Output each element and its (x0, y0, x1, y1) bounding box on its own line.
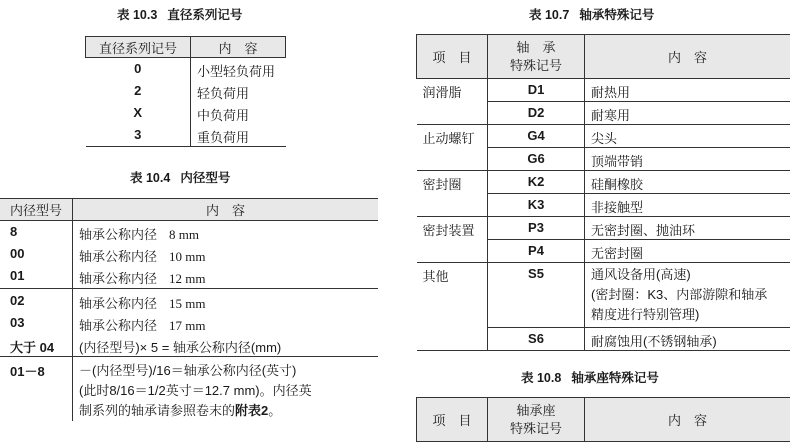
header-line: 特殊记号 (488, 420, 584, 438)
code-cell: K3 (488, 194, 585, 217)
content-line: (密封圈：K3、内部游隙和轴承 (591, 285, 790, 305)
code-cell: K2 (488, 171, 585, 194)
header-line: 轴承座 (488, 402, 584, 420)
header-content: 内 容 (585, 35, 790, 79)
bore-value: 17 mm (169, 318, 205, 333)
content-text: 轴承公称内径 (79, 318, 157, 333)
header-diameter-series: 直径系列记号 (86, 37, 191, 58)
caption-number: 表 10.4 (130, 171, 170, 185)
content-text: 轴承公称内径 (79, 249, 157, 264)
caption-title: 内径型号 (180, 171, 230, 185)
caption-title: 轴承特殊记号 (579, 8, 654, 22)
code-cell: 03 (0, 312, 73, 334)
content-cell: (内径型号)× 5 = 轴承公称内径(mm) (73, 334, 379, 357)
table-row (417, 171, 790, 194)
code-cell: P4 (488, 240, 585, 263)
code-cell: X (86, 102, 191, 124)
code-cell: 00 (0, 243, 73, 265)
code-cell: 01 (0, 265, 73, 288)
caption-title: 轴承座特殊记号 (571, 371, 659, 385)
header-line: 特殊记号 (488, 57, 584, 75)
header-special-code (488, 35, 585, 79)
content-line: 通风设备用(高速) (591, 265, 790, 285)
code-cell: S5 (488, 263, 585, 328)
content-text: 。 (268, 403, 281, 418)
content-cell (73, 312, 379, 334)
content-cell (73, 265, 379, 288)
content-cell: 耐热用 (585, 79, 790, 102)
content-text: 轴承公称内径 (79, 271, 157, 286)
content-cell (585, 263, 790, 328)
table-row (86, 102, 286, 124)
table-row (417, 263, 790, 328)
caption-number: 表 10.3 (117, 8, 157, 22)
content-cell: 耐寒用 (585, 102, 790, 125)
header-line: 轴 承 (488, 39, 584, 57)
content-cell (73, 356, 379, 421)
appendix-reference: 附表2 (235, 403, 268, 418)
table-10-7 (416, 34, 790, 351)
content-cell: 非接触型 (585, 194, 790, 217)
item-cell: 密封圈 (417, 171, 488, 217)
code-cell: S6 (488, 328, 585, 351)
bore-value: 15 mm (169, 296, 205, 311)
code-cell: P3 (488, 217, 585, 240)
table-row (86, 58, 286, 81)
header-special-code (488, 398, 585, 442)
table-row (86, 80, 286, 102)
caption-title: 直径系列记号 (167, 8, 242, 22)
content-cell (73, 221, 379, 244)
header-content: 内 容 (585, 398, 790, 442)
content-cell: 尖头 (585, 125, 790, 148)
code-cell: 02 (0, 288, 73, 312)
table-10-8 (416, 397, 790, 442)
bore-value: 8 mm (169, 227, 199, 242)
table-row (417, 125, 790, 148)
content-line: －(内径型号)/16＝轴承公称内径(英寸) (79, 361, 378, 381)
content-cell (73, 243, 379, 265)
content-cell: 中负荷用 (191, 102, 286, 124)
table-row (0, 265, 378, 288)
content-cell: 无密封圈、抛油环 (585, 217, 790, 240)
caption-number: 表 10.7 (529, 8, 569, 22)
code-cell: 2 (86, 80, 191, 102)
table-10-7-caption (529, 5, 654, 23)
content-cell: 顶端带销 (585, 148, 790, 171)
content-cell: 耐腐蚀用(不锈钢轴承) (585, 328, 790, 351)
item-cell: 密封装置 (417, 217, 488, 263)
table-row (0, 221, 378, 244)
code-cell: 8 (0, 221, 73, 244)
header-item: 项 目 (417, 398, 488, 442)
header-bore-code: 内径型号 (0, 199, 73, 221)
table-10-3-caption (117, 5, 242, 23)
item-cell: 其他 (417, 263, 488, 351)
content-cell: 无密封圈 (585, 240, 790, 263)
table-row (86, 124, 286, 147)
table-row (0, 243, 378, 265)
content-cell: 重负荷用 (191, 124, 286, 147)
item-cell: 止动螺钉 (417, 125, 488, 171)
content-cell: 轻负荷用 (191, 80, 286, 102)
content-text: 轴承公称内径 (79, 296, 157, 311)
table-row (417, 217, 790, 240)
table-row (0, 312, 378, 334)
header-item: 项 目 (417, 35, 488, 79)
table-row (0, 334, 378, 357)
code-cell: G6 (488, 148, 585, 171)
header-content: 内 容 (73, 199, 379, 221)
item-cell: 润滑脂 (417, 79, 488, 125)
content-cell: 硅酮橡胶 (585, 171, 790, 194)
caption-number: 表 10.8 (521, 371, 561, 385)
content-cell: 小型轻负荷用 (191, 58, 286, 81)
content-line (79, 401, 378, 421)
table-row (0, 288, 378, 312)
content-text: 制系列的轴承请参照卷末的 (79, 403, 235, 418)
table-10-8-caption (521, 368, 659, 386)
bore-value: 10 mm (169, 249, 205, 264)
content-text: 轴承公称内径 (79, 227, 157, 242)
code-cell: 大于 04 (0, 334, 73, 357)
content-line: 精度进行特别管理) (591, 305, 790, 325)
table-10-4 (0, 198, 378, 421)
content-cell (73, 288, 379, 312)
code-cell: G4 (488, 125, 585, 148)
table-row (417, 79, 790, 102)
code-cell: 0 (86, 58, 191, 81)
table-row (0, 356, 378, 421)
code-cell: D1 (488, 79, 585, 102)
bore-value: 12 mm (169, 271, 205, 286)
table-10-3 (85, 36, 286, 147)
code-cell: D2 (488, 102, 585, 125)
code-cell: 3 (86, 124, 191, 147)
content-line: (此时8/16＝1/2英寸＝12.7 mm)。内径英 (79, 381, 378, 401)
table-10-4-caption (130, 168, 230, 186)
code-cell: 01－8 (0, 356, 73, 421)
header-content: 内 容 (191, 37, 286, 58)
